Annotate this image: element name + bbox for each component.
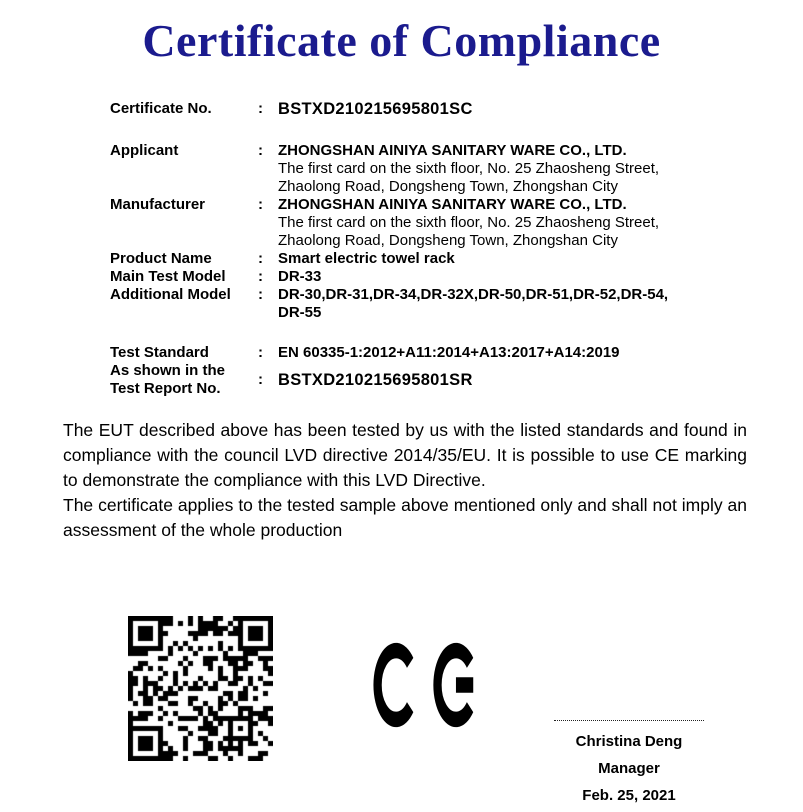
signature-line [554, 712, 704, 721]
declaration-text [63, 418, 747, 543]
field-applicant [110, 142, 722, 196]
paragraph-2: The certificate applies to the tested sample above mentioned only and shall not imply an assessment of the whole production [63, 495, 747, 540]
signatory-title: Manager [598, 760, 660, 777]
manufacturer-address-line2: Zhaolong Road, Dongsheng Town, Zhongshan City [278, 232, 618, 249]
certificate-no-label: Certificate No. [110, 100, 212, 117]
ce-mark-icon [373, 642, 479, 728]
applicant-value [278, 142, 722, 196]
test-report-no-label [110, 362, 258, 398]
test-report-no-value: BSTXD210215695801SR [278, 371, 473, 389]
certificate-fields [110, 100, 722, 398]
test-report-label-line1: As shown in the [110, 362, 226, 379]
additional-model-line2: DR-55 [278, 304, 322, 321]
paragraph-1: The EUT described above has been tested by us with the listed standards and found in compliance with the council LVD directive 2014/35/EU. It is possible to use CE marking to demonstrate the compliance with this LVD Directive. [63, 420, 747, 490]
spacer [110, 322, 722, 344]
manufacturer-label: Manufacturer [110, 196, 206, 213]
signatory-name: Christina Deng [575, 733, 683, 750]
manufacturer-company-name: ZHONGSHAN AINIYA SANITARY WARE CO., LTD. [278, 196, 627, 213]
field-product-name [110, 250, 722, 268]
main-test-model-value: DR-33 [278, 268, 322, 285]
colon-separator: : [258, 196, 263, 213]
qr-code [128, 616, 273, 761]
additional-model-line1: DR-30,DR-31,DR-34,DR-32X,DR-50,DR-51,DR-52,DR-54, [278, 286, 669, 303]
certificate-no-value: BSTXD210215695801SC [278, 100, 473, 118]
field-test-standard [110, 344, 722, 362]
product-name-label: Product Name [110, 250, 212, 267]
applicant-address-line1: The first card on the sixth floor, No. 25 Zhaosheng Street, [278, 160, 660, 177]
test-standard-value: EN 60335-1:2012+A11:2014+A13:2017+A14:2019 [278, 344, 620, 361]
colon-separator: : [258, 286, 263, 303]
spacer [110, 118, 722, 142]
colon-separator: : [258, 100, 263, 117]
colon-separator: : [258, 344, 263, 361]
manufacturer-value [278, 196, 722, 250]
field-main-test-model [110, 268, 722, 286]
manufacturer-address-line1: The first card on the sixth floor, No. 25 Zhaosheng Street, [278, 214, 660, 231]
signature-date: Feb. 25, 2021 [582, 787, 676, 804]
test-report-label-line2: Test Report No. [110, 380, 221, 397]
colon-separator: : [258, 142, 263, 159]
main-test-model-label: Main Test Model [110, 268, 226, 285]
additional-model-value [278, 286, 722, 322]
product-name-value: Smart electric towel rack [278, 250, 455, 267]
page-title: Certificate of Compliance [142, 15, 661, 66]
colon-separator: : [258, 250, 263, 267]
additional-model-label: Additional Model [110, 286, 231, 303]
applicant-label: Applicant [110, 142, 179, 159]
field-manufacturer [110, 196, 722, 250]
test-standard-label: Test Standard [110, 344, 209, 361]
field-test-report-no [110, 362, 722, 398]
colon-separator: : [258, 268, 263, 285]
field-certificate-no [110, 100, 722, 118]
colon-separator: : [258, 371, 263, 388]
applicant-company-name: ZHONGSHAN AINIYA SANITARY WARE CO., LTD. [278, 142, 627, 159]
signature-block [545, 712, 713, 809]
applicant-address-line2: Zhaolong Road, Dongsheng Town, Zhongshan City [278, 178, 618, 195]
field-additional-model [110, 286, 722, 322]
